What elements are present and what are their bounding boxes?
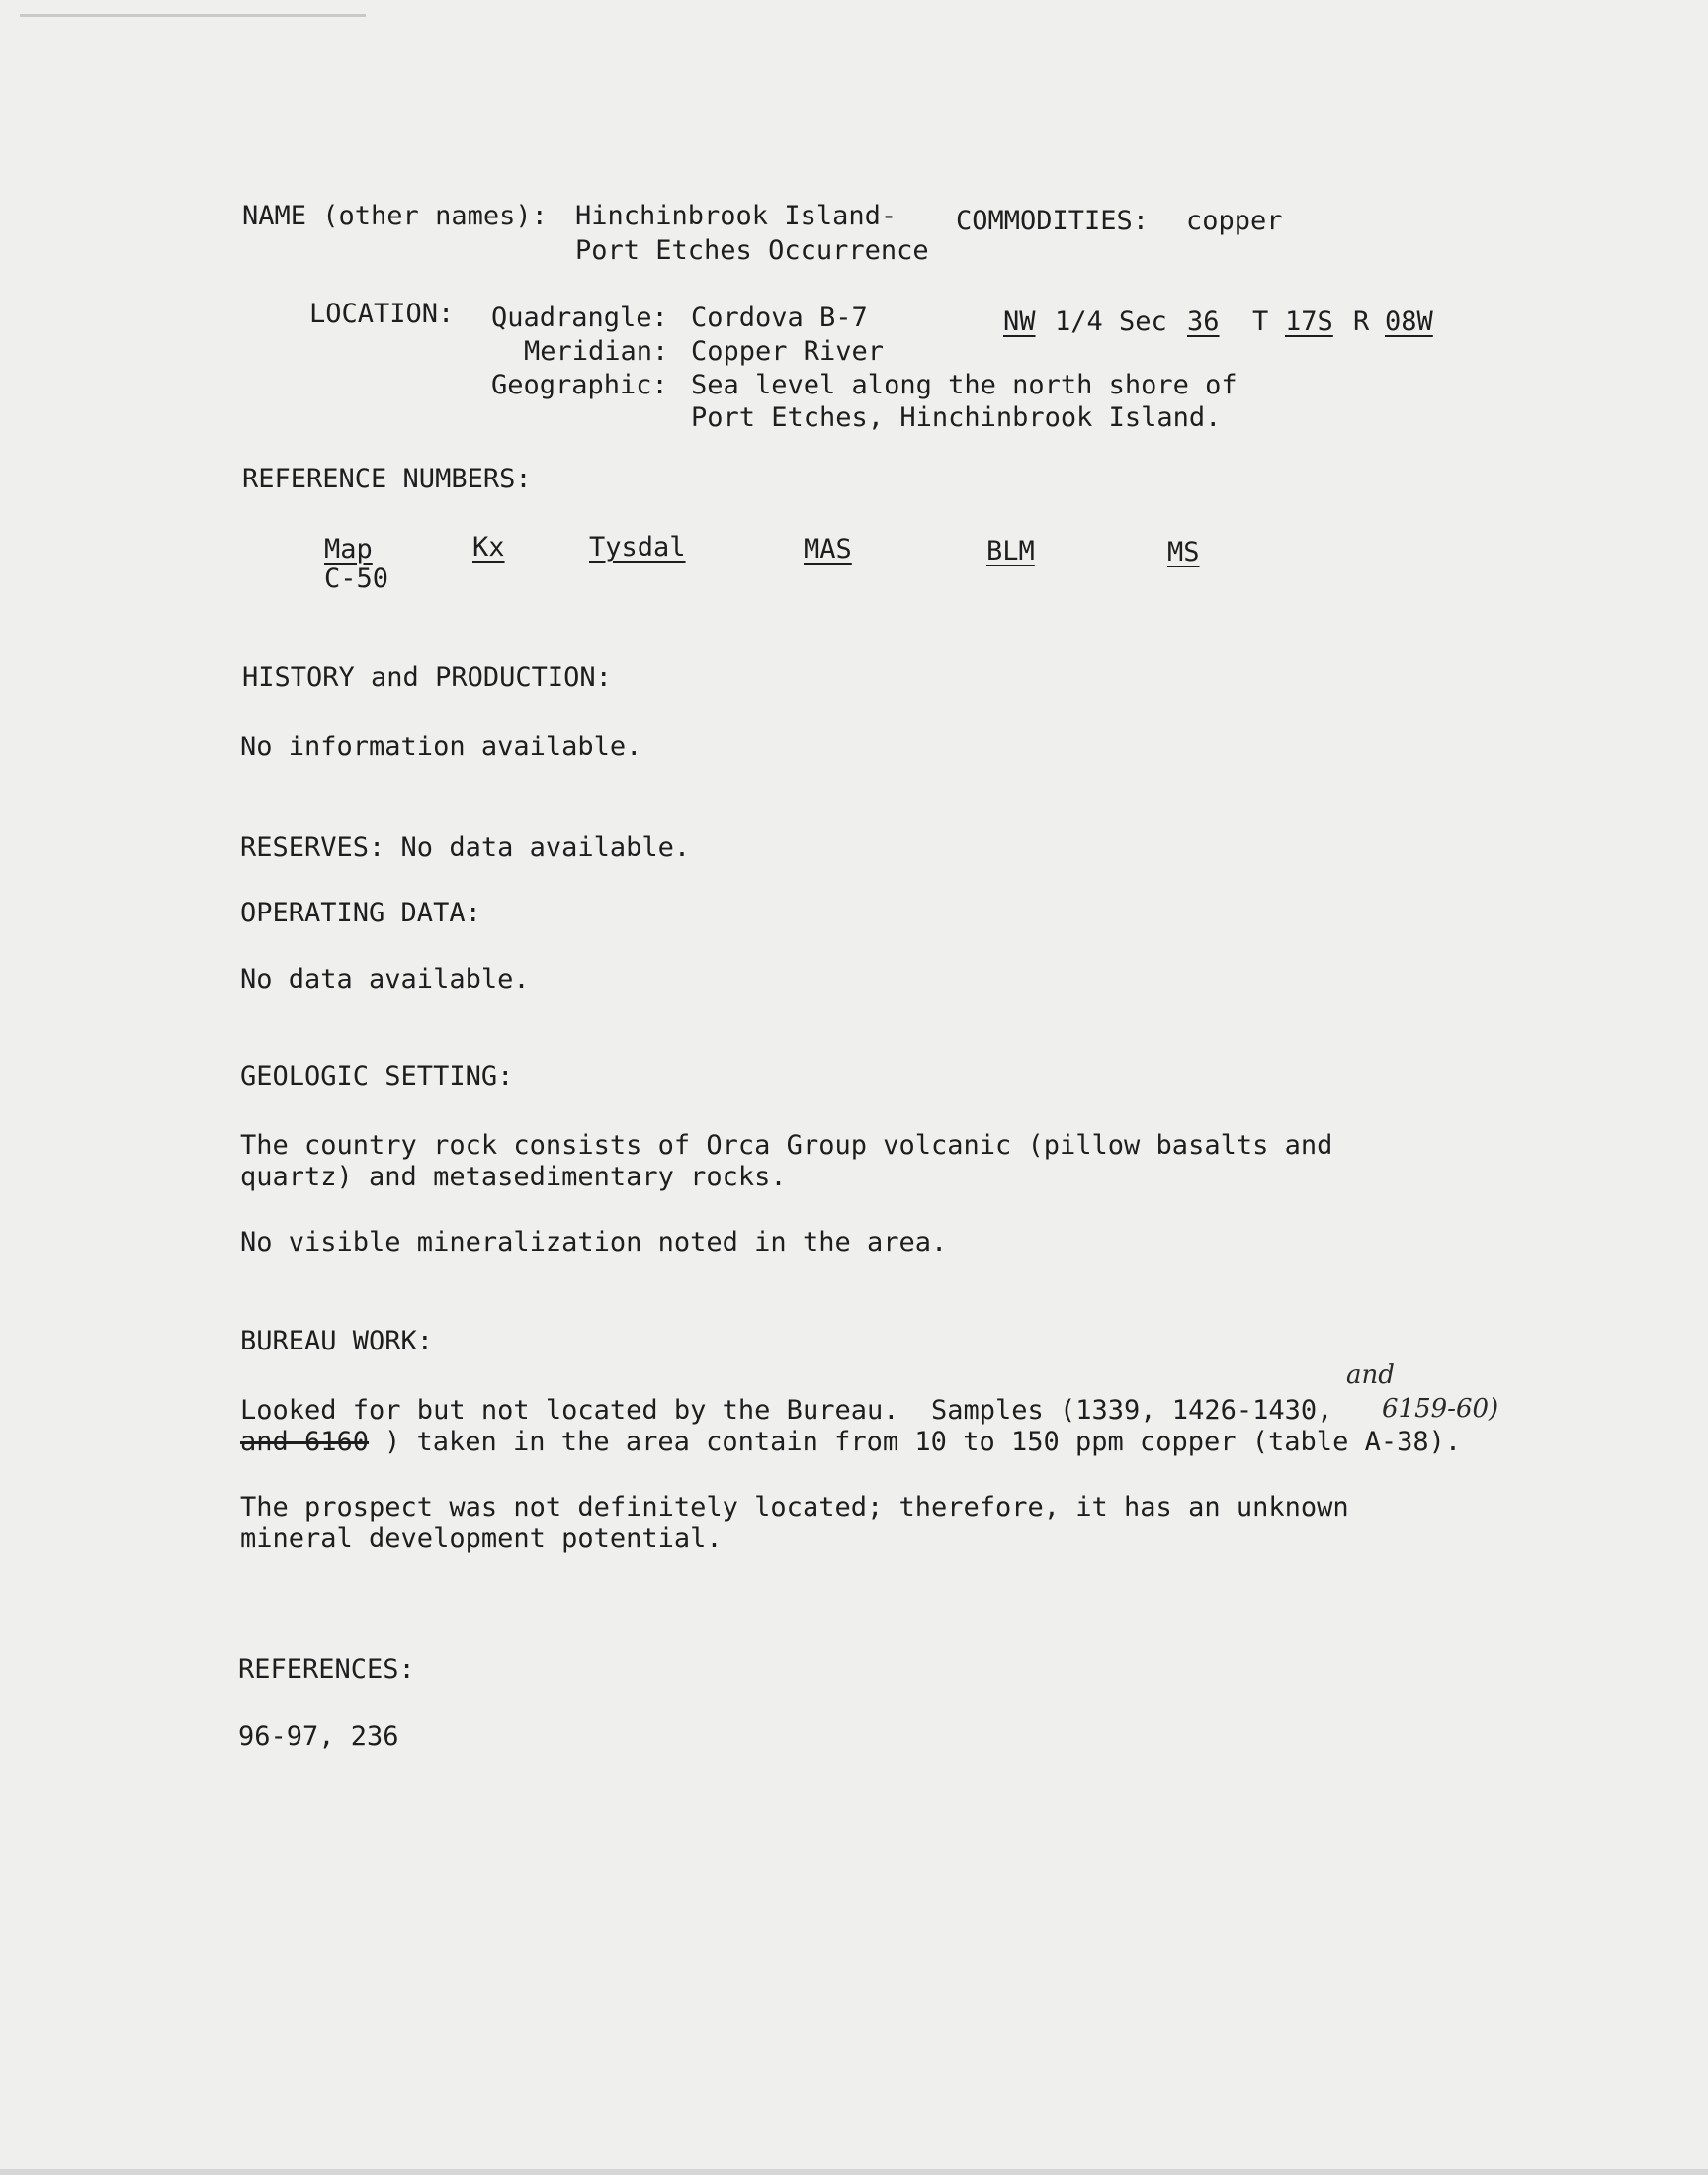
- name-line-1: Hinchinbrook Island-: [575, 201, 897, 231]
- bureau-line-4: mineral development potential.: [240, 1523, 723, 1554]
- geographic-line-1: Sea level along the north shore of: [691, 370, 1238, 400]
- bureau-line-1: Looked for but not located by the Bureau. Samples (1339, 1426-1430,: [240, 1395, 1333, 1426]
- township-value: 17S: [1285, 306, 1333, 337]
- range-value: 08W: [1385, 306, 1433, 337]
- operating-label: OPERATING DATA:: [240, 898, 481, 928]
- handwritten-and: and: [1346, 1360, 1395, 1390]
- bureau-line-3: The prospect was not definitely located; therefore, it has an unknown: [240, 1492, 1349, 1522]
- handwritten-insert: 6159-60): [1382, 1394, 1499, 1424]
- quadrangle-value: Cordova B-7: [691, 303, 868, 333]
- references-label: REFERENCES:: [238, 1654, 415, 1685]
- geologic-label: GEOLOGIC SETTING:: [240, 1061, 514, 1091]
- history-label: HISTORY and PRODUCTION:: [242, 662, 612, 693]
- ref-map: Map: [324, 534, 373, 565]
- meridian-label: Meridian:: [524, 336, 669, 367]
- location-label: LOCATION:: [309, 299, 455, 329]
- township-label: T: [1252, 306, 1269, 337]
- quarter-value: NW: [1003, 306, 1036, 337]
- reference-numbers-label: REFERENCE NUMBERS:: [242, 464, 532, 494]
- scan-smudge: [20, 14, 366, 17]
- section-value: 36: [1187, 306, 1220, 337]
- scan-edge: [0, 2169, 1708, 2175]
- meridian-value: Copper River: [691, 336, 885, 367]
- geographic-line-2: Port Etches, Hinchinbrook Island.: [691, 402, 1222, 433]
- geographic-label: Geographic:: [491, 370, 668, 400]
- ref-kx: Kx: [472, 532, 505, 563]
- reserves-text: RESERVES: No data available.: [240, 832, 691, 863]
- geologic-line-2: quartz) and metasedimentary rocks.: [240, 1162, 787, 1192]
- operating-text: No data available.: [240, 964, 530, 995]
- quarter-text: 1/4 Sec: [1055, 306, 1167, 337]
- history-text: No information available.: [240, 732, 642, 762]
- ref-mas: MAS: [804, 534, 852, 565]
- bureau-label: BUREAU WORK:: [240, 1326, 434, 1356]
- ref-ms: MS: [1167, 537, 1200, 567]
- ref-map-value: C-50: [324, 564, 389, 594]
- geologic-line-1: The country rock consists of Orca Group volcanic (pillow basalts and: [240, 1130, 1333, 1161]
- ref-tysdal: Tysdal: [589, 532, 686, 563]
- name-label: NAME (other names):: [242, 201, 548, 231]
- name-line-2: Port Etches Occurrence: [575, 235, 929, 266]
- bureau-line-2: ) taken in the area contain from 10 to 150 ppm copper (table A-38).: [384, 1427, 1462, 1457]
- commodities-value: copper: [1186, 206, 1283, 236]
- range-label: R: [1353, 306, 1370, 337]
- ref-blm: BLM: [986, 536, 1035, 566]
- quadrangle-label: Quadrangle:: [491, 303, 668, 333]
- geologic-line-3: No visible mineralization noted in the area.: [240, 1227, 948, 1258]
- references-text: 96-97, 236: [238, 1721, 399, 1752]
- commodities-label: COMMODITIES:: [956, 206, 1150, 236]
- bureau-struck-text: and 6160: [240, 1427, 370, 1457]
